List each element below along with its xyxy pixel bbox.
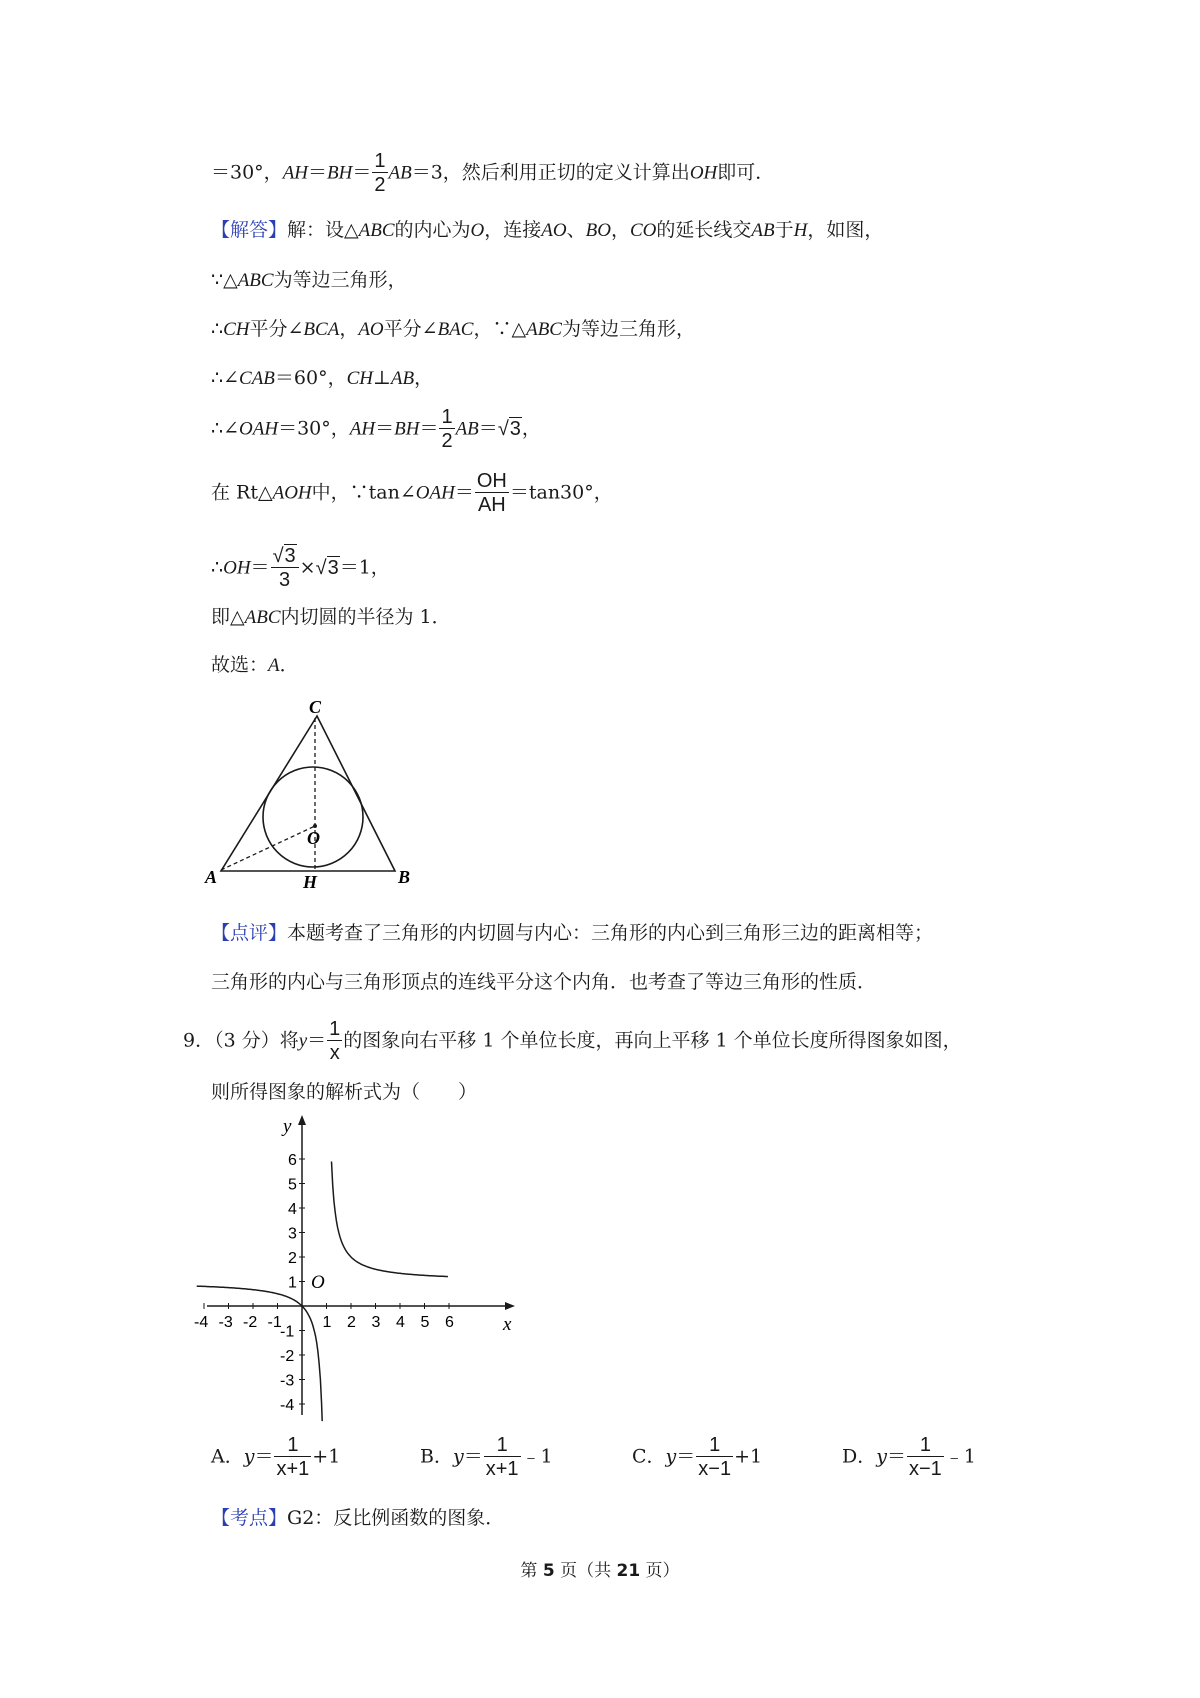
option-letter: B． <box>420 1445 453 1468</box>
radicand: 3 <box>327 556 339 579</box>
line-2 <box>211 218 883 243</box>
text: ∵△ <box>211 269 238 291</box>
x-tick-label: -1 <box>267 1314 282 1331</box>
y-tick-label: 3 <box>288 1225 297 1243</box>
text: 本题考查了三角形的内切圆与内心：三角形的内心到三角形三边的距离相等； <box>287 922 934 944</box>
function-graph-figure <box>194 1110 525 1425</box>
label-h: H <box>303 872 318 892</box>
text: BAC <box>437 319 474 340</box>
y-tick-label: -3 <box>280 1372 295 1390</box>
denominator: x−1 <box>698 1458 732 1480</box>
text: 平分∠ <box>249 318 304 340</box>
option-fraction <box>907 1434 944 1481</box>
x-tick-label: 1 <box>322 1314 332 1331</box>
text: ， <box>339 318 359 340</box>
text: AO <box>358 319 384 340</box>
text: +1 <box>312 1445 341 1468</box>
text: OH <box>689 162 718 184</box>
x-tick-label: -2 <box>243 1314 258 1331</box>
text: AB <box>751 220 775 241</box>
question-9-line-1 <box>183 1018 962 1065</box>
text: 在 Rt△ <box>211 481 273 504</box>
text: ∴∠ <box>211 417 240 440</box>
line-7 <box>211 470 613 517</box>
option-letter: C． <box>632 1445 666 1468</box>
text: BH <box>327 162 353 184</box>
text: 即△ <box>211 606 245 628</box>
text: 的内心为 <box>394 219 471 241</box>
comment-line-2 <box>211 970 876 994</box>
x-tick-label: 2 <box>347 1314 356 1331</box>
sqrt-3: √3 <box>272 545 296 567</box>
text: ABC <box>358 220 395 241</box>
text: ＝ <box>886 1445 906 1468</box>
text: OAH <box>415 482 455 504</box>
text: ＝ <box>254 1445 274 1468</box>
text: CH <box>223 319 250 340</box>
option-fraction <box>274 1434 311 1481</box>
text: 三角形的内心与三角形顶点的连线平分这个内角．也考查了等边三角形的性质． <box>211 971 877 993</box>
label-o: O <box>307 828 320 848</box>
text: CO <box>629 220 657 241</box>
text: ﹣1 <box>521 1445 553 1468</box>
text: BCA <box>303 319 340 340</box>
comment-line-1 <box>211 921 933 945</box>
text: OAH <box>239 418 279 440</box>
text: y <box>243 1445 255 1468</box>
y-tick-label: 5 <box>288 1176 297 1194</box>
text: 平分∠ <box>383 318 438 340</box>
label-a: A <box>205 867 218 887</box>
sqrt-3: √3 <box>497 417 521 440</box>
text: ＝ <box>454 481 474 504</box>
line-3 <box>211 268 407 293</box>
x-tick-label: -3 <box>218 1314 233 1331</box>
text: ＝30°， <box>211 161 283 184</box>
text: 解：设△ <box>287 219 359 241</box>
question-9-line-2 <box>211 1080 477 1104</box>
text: ． <box>279 654 299 676</box>
comment-tag: 【点评】 <box>211 922 288 944</box>
denominator: 2 <box>374 174 386 196</box>
y-tick-label: 1 <box>288 1274 297 1292</box>
text: y <box>298 1030 308 1052</box>
option-fraction <box>484 1434 521 1481</box>
option-c <box>632 1434 762 1481</box>
text: ＝tan30°， <box>509 481 613 504</box>
origin-label: O <box>311 1272 325 1293</box>
label-c: C <box>309 697 322 717</box>
text: ABC <box>526 319 562 340</box>
text: 于 <box>774 219 794 241</box>
line-5 <box>211 366 433 391</box>
option-letter: D． <box>842 1445 877 1468</box>
text: ， <box>414 367 434 389</box>
text: ， <box>521 417 541 440</box>
text: 、 <box>566 219 586 241</box>
text: ，∵△ <box>473 318 527 340</box>
text: BH <box>394 418 420 440</box>
x-tick-label: 4 <box>396 1314 405 1331</box>
text: AH <box>282 162 309 184</box>
incircle <box>263 767 363 867</box>
text: A <box>268 655 280 676</box>
text: ＝ <box>478 417 498 440</box>
fraction-oh-ah <box>475 470 509 517</box>
numerator: 1 <box>496 1434 508 1456</box>
x-axis-label: x <box>503 1314 512 1335</box>
text: ＝ <box>463 1445 483 1468</box>
option-a <box>211 1434 340 1481</box>
denominator: 2 <box>441 430 453 452</box>
option-fraction <box>696 1434 733 1481</box>
text: y <box>876 1445 887 1468</box>
text: ABC <box>244 607 281 628</box>
denominator: x+1 <box>485 1458 519 1480</box>
y-tick-label: 2 <box>288 1250 297 1267</box>
x-tick-label: 3 <box>371 1314 381 1331</box>
numerator: OH <box>476 470 507 492</box>
y-tick-label: 4 <box>288 1201 297 1218</box>
text: y <box>452 1445 464 1468</box>
fraction-half <box>439 406 454 453</box>
text: ＝60°， <box>274 367 347 389</box>
keypoint-tag: 【考点】 <box>211 1507 288 1529</box>
text: AB <box>388 162 412 184</box>
text: ＝ <box>307 1029 327 1052</box>
text: ＝ <box>676 1445 696 1468</box>
radicand: 3 <box>284 545 296 567</box>
text: 为等边三角形， <box>273 269 407 291</box>
answer-tag: 【解答】 <box>211 219 288 241</box>
x-tick-labels <box>194 1303 454 1331</box>
text: ， <box>610 219 630 241</box>
text: 9．（3 分）将 <box>183 1029 299 1052</box>
text: ∴ <box>211 556 224 579</box>
text: 页（共 <box>554 1561 617 1581</box>
text: ＝ <box>419 417 439 440</box>
line-9 <box>211 605 451 630</box>
text: CH <box>346 368 373 389</box>
line-8 <box>211 545 390 592</box>
x-tick-label: 6 <box>445 1314 454 1331</box>
fraction-1-over-x <box>327 1018 342 1065</box>
text: 内切圆的半径为 1． <box>280 606 451 628</box>
sqrt-3: √3 <box>315 556 339 579</box>
denominator: x <box>327 1040 342 1065</box>
numerator: 1 <box>709 1434 721 1456</box>
line-6 <box>211 406 541 453</box>
option-letter: A． <box>211 1445 244 1468</box>
x-tick-label: -4 <box>194 1314 209 1331</box>
text: AB <box>455 418 479 440</box>
page-footer <box>0 1556 1200 1581</box>
text: ABC <box>237 270 274 291</box>
text: 中，∵tan∠ <box>311 481 416 504</box>
option-b <box>420 1434 553 1481</box>
text: ＝ <box>352 161 372 184</box>
label-b: B <box>398 867 411 887</box>
text: ＝ <box>250 556 270 579</box>
radicand: 3 <box>509 417 521 440</box>
numerator: 1 <box>374 150 386 172</box>
text: AB <box>390 368 415 389</box>
keypoint-line <box>211 1506 504 1530</box>
numerator: 1 <box>441 406 453 428</box>
fraction-half <box>372 150 387 197</box>
line-1 <box>211 150 774 197</box>
text: ，如图， <box>807 219 884 241</box>
text: ，连接 <box>484 219 542 241</box>
numerator <box>271 545 299 567</box>
numerator: 1 <box>919 1434 931 1456</box>
text: +1 <box>734 1445 763 1468</box>
text: ∴ <box>211 318 224 340</box>
text: BO <box>585 220 611 241</box>
text: ﹣1 <box>944 1445 976 1468</box>
denominator: 3 <box>271 567 299 592</box>
text: OH <box>223 557 251 579</box>
text: ＝ <box>375 417 395 440</box>
text: ＝ <box>308 161 328 184</box>
triangle-incircle-figure <box>205 690 425 895</box>
text: ＝1， <box>339 556 390 579</box>
x-tick-label: 5 <box>420 1314 430 1331</box>
text: H <box>793 220 808 241</box>
fraction-sqrt3-3 <box>271 545 299 592</box>
y-tick-label: 6 <box>288 1152 297 1169</box>
text: AO <box>541 220 567 241</box>
denominator: AH <box>475 492 509 517</box>
text: ∴∠ <box>211 367 240 389</box>
denominator: x−1 <box>908 1458 942 1480</box>
option-d <box>842 1434 976 1481</box>
text: O <box>470 220 485 241</box>
total-pages: 21 <box>616 1561 641 1581</box>
text: AOH <box>272 482 312 504</box>
text: 的图象向右平移 1 个单位长度，再向上平移 1 个单位长度所得图象如图， <box>343 1029 962 1052</box>
y-axis-label: y <box>283 1116 292 1137</box>
text: 为等边三角形， <box>561 318 695 340</box>
x-axis-arrow <box>505 1302 515 1310</box>
text: 的延长线交 <box>656 219 752 241</box>
text: 则所得图象的解析式为（ ） <box>211 1081 478 1103</box>
text: 第 <box>520 1561 543 1581</box>
y-axis-arrow <box>298 1115 306 1125</box>
denominator: x+1 <box>276 1458 310 1480</box>
text: ＝3，然后利用正切的定义计算出 <box>411 161 690 184</box>
text: G2：反比例函数的图象． <box>287 1507 505 1529</box>
line-4 <box>211 317 695 342</box>
text: × <box>299 556 316 579</box>
page-number: 5 <box>542 1561 555 1581</box>
y-tick-label: -2 <box>280 1348 295 1365</box>
text: ＝30°， <box>278 417 350 440</box>
line-10 <box>211 653 299 678</box>
numerator: 1 <box>287 1434 299 1456</box>
text: y <box>665 1445 677 1468</box>
text: 即可． <box>717 161 775 184</box>
text: 故选： <box>211 654 269 676</box>
hyperbola-right-branch <box>332 1162 448 1277</box>
y-tick-label: -4 <box>280 1397 295 1414</box>
text: CAB <box>239 368 275 389</box>
text: AH <box>349 418 376 440</box>
numerator: 1 <box>329 1018 341 1040</box>
text: ⊥ <box>373 367 391 389</box>
text: 页） <box>640 1561 680 1581</box>
y-tick-label: -1 <box>280 1323 295 1341</box>
